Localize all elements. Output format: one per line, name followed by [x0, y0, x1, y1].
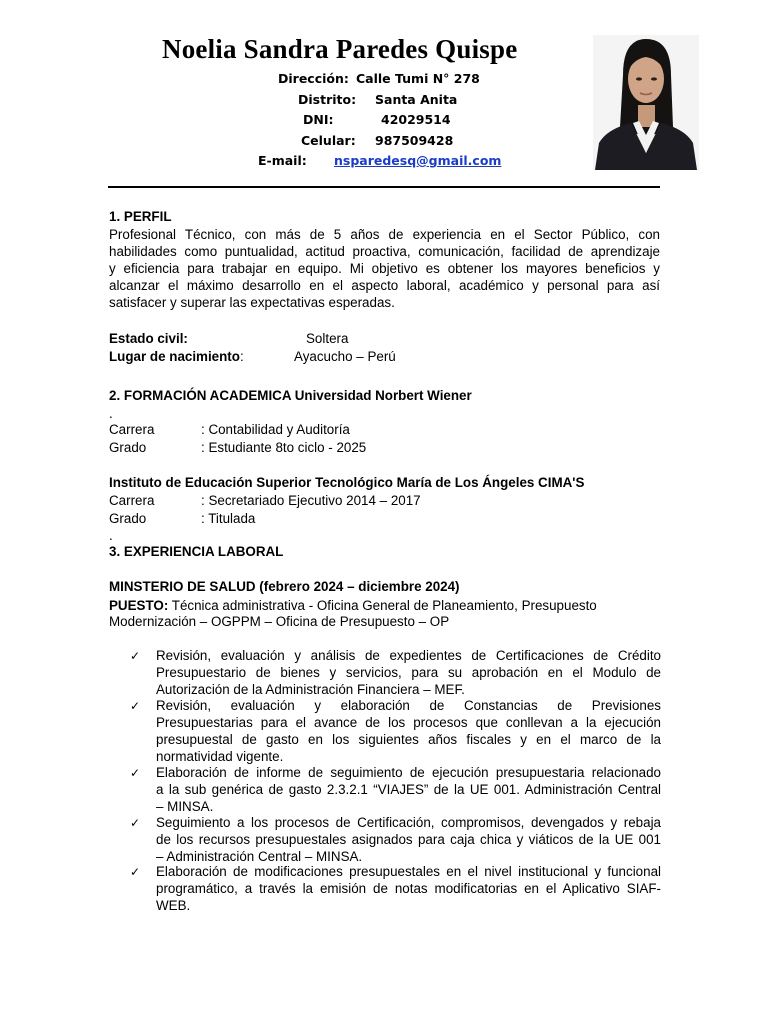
position-text: Técnica administrativa - Oficina General de Planeamiento, Presupuesto [168, 598, 597, 613]
check-icon: ✓ [130, 649, 141, 663]
list-item-text: Revisión, evaluación y análisis de expedientes de Certificaciones de Crédito Presupuestario de bienes y servicios, para su aprobación en el Modulo de Autorización de la Administración Financiera – MEF. [156, 648, 661, 697]
paragraph-line: satisfacer y superar las expectativas esperadas. [109, 295, 395, 311]
section-heading-formacion: 2. FORMACIÓN ACADEMICA Universidad Norbert Wiener [109, 388, 472, 403]
field-value: : Contabilidad y Auditoría [201, 422, 350, 437]
separator-dot: . [109, 406, 113, 421]
field-label: Grado [109, 440, 147, 455]
separator-dot: . [109, 528, 113, 543]
contact-label: E-mail: [258, 153, 307, 168]
contact-label: Celular: [301, 133, 356, 148]
field-value: : Titulada [201, 511, 256, 526]
profile-photo [593, 35, 699, 170]
paragraph-line: Profesional Técnico, con más de 5 años de experiencia en el Sector Público, con [109, 227, 660, 242]
field-value: : Secretariado Ejecutivo 2014 – 2017 [201, 493, 421, 508]
paragraph-line: alcanzar el máximo desarrollo en el aspecto laboral, académico y personal para así [109, 278, 660, 294]
contact-value: 987509428 [375, 133, 454, 148]
position-label: PUESTO: [109, 598, 169, 613]
marital-status-value: Soltera [306, 331, 349, 346]
contact-value: Calle Tumi N° 278 [356, 71, 480, 86]
field-label: Carrera [109, 422, 155, 437]
position-line-2: Modernización – OGPPM – Oficina de Presupuesto – OP [109, 614, 450, 629]
candidate-name: Noelia Sandra Paredes Quispe [162, 34, 518, 64]
section-heading-perfil: 1. PERFIL [109, 209, 172, 224]
employer-title: MINSTERIO DE SALUD (febrero 2024 – diciembre 2024) [109, 579, 460, 594]
contact-label: Dirección: [278, 71, 349, 86]
portrait-image [593, 35, 699, 170]
profile-paragraph [109, 226, 660, 311]
check-icon: ✓ [130, 766, 141, 780]
contact-value: 42029514 [381, 112, 451, 127]
list-item-text: Elaboración de informe de seguimiento de ejecución presupuestaria relacionado a la sub genérica de gasto 2.3.2.1 “VIAJES” de la UE 001. Administración Central – MINSA. [156, 765, 661, 814]
section-heading-experiencia: 3. EXPERIENCIA LABORAL [109, 544, 284, 559]
contact-label: Distrito: [298, 92, 357, 107]
birthplace-value: Ayacucho – Perú [294, 349, 396, 364]
header-divider [108, 186, 660, 188]
paragraph-line: habilidades como puntualidad, actitud proactiva, comunicación, facilidad de aprendizaje [109, 244, 660, 260]
field-label: Carrera [109, 493, 155, 508]
contact-value: Santa Anita [375, 92, 458, 107]
birthplace-label: Lugar de nacimiento: [109, 349, 244, 364]
marital-status-label: Estado civil: [109, 331, 188, 346]
list-item-text: Elaboración de modificaciones presupuestales en el nivel institucional y funcional programático, a través la emisión de notas modificatorias en el Aplicativo SIAF- WEB. [156, 864, 661, 913]
check-icon: ✓ [130, 699, 141, 713]
paragraph-line: y eficiencia para trabajar en equipo. Mi objetivo es obtener los mayores beneficios y [109, 261, 660, 277]
institute-name: Instituto de Educación Superior Tecnológico María de Los Ángeles CIMA'S [109, 475, 585, 490]
position-line [109, 597, 597, 614]
list-item-text: Seguimiento a los procesos de Certificación, compromisos, devengados y rebaja de los recursos presupuestales asignados para caja chica y viáticos de la UE 001 – Administración Central – MINSA. [156, 815, 661, 864]
field-label: Grado [109, 511, 147, 526]
contact-label: DNI: [303, 112, 334, 127]
email-link[interactable]: nsparedesq@gmail.com [334, 153, 502, 168]
field-value: : Estudiante 8to ciclo - 2025 [201, 440, 367, 455]
check-icon: ✓ [130, 865, 141, 879]
list-item-text: Revisión, evaluación y elaboración de Constancias de Previsiones Presupuestarias para el avance de los procesos que conllevan a la ejecución presupuestal de gasto en los siguientes años fiscales y en el marco de la normatividad vigente. [156, 698, 661, 764]
check-icon: ✓ [130, 816, 141, 830]
